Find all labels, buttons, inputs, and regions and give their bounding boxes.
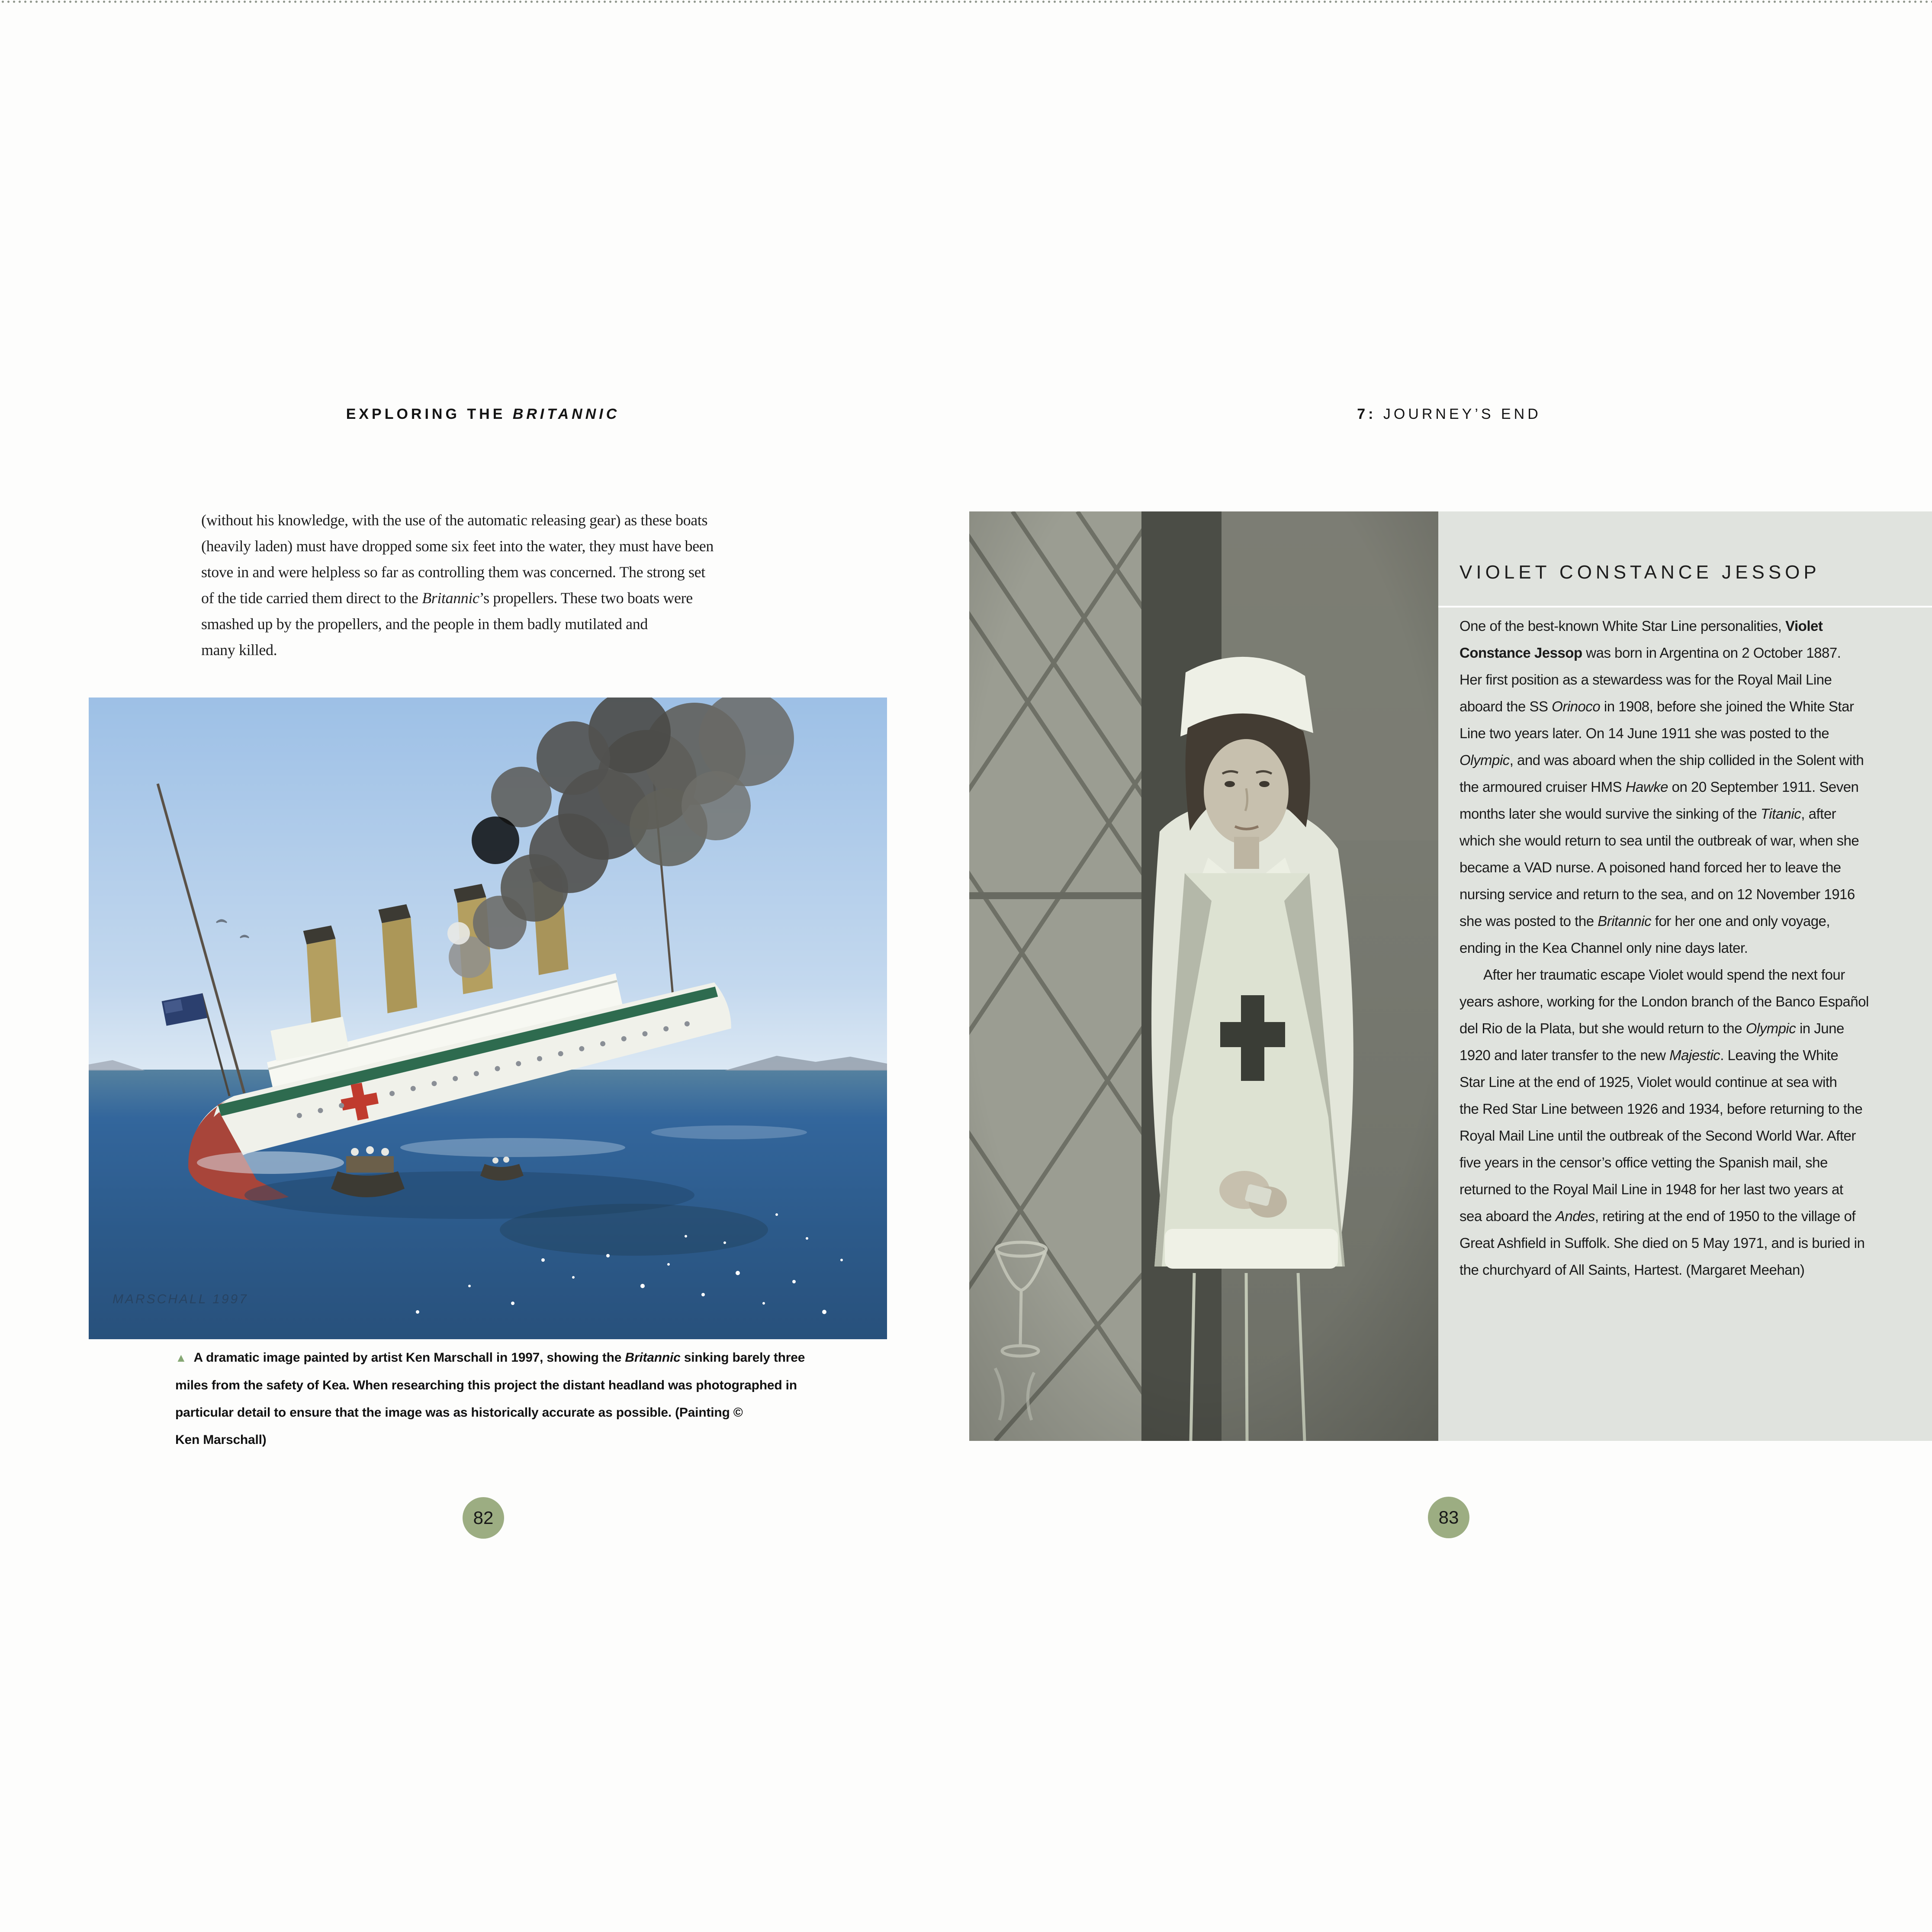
left-page-body-text: (without his knowledge, with the use of the automatic releasing gear) as these boats (heavily laden) must have dropped some six feet into the water, they must have been stove in and were helpless so far as controlling them was concerned. The strong set of the tide carried them direct to the Britannic’s propellers. These two boats were smashed up by the propellers, and the people in them badly mutilated and many killed. xyxy=(201,511,714,659)
dotted-rule xyxy=(0,0,1932,3)
page-number-left-value: 82 xyxy=(473,1508,494,1528)
figure-caption xyxy=(175,1344,850,1453)
sidebar-violet-jessop xyxy=(1438,511,1932,1441)
page-number-right xyxy=(1428,1497,1469,1538)
sidebar-divider xyxy=(1438,606,1932,608)
chapter-number: 7: xyxy=(1357,406,1376,422)
sidebar-paragraph-2: After her traumatic escape Violet would spend the next four years ashore, working for the London branch of the Banco Español del Rio de la Plata, but she would return to the Olympic in June 1920 and later transfer to the new Majestic. Leaving the White Star Line at the end of 1925, Violet would continue at sea with the Red Star Line between 1926 and 1934, before returning to the Royal Mail Line until the outbreak of the Second World War. After five years in the censor’s office vetting the Spanish mail, she returned to the Royal Mail Line in 1948 for her last two years at sea aboard the Andes, retiring at the end of 1950 to the village of Great Ashfield in Suffolk. She died on 5 May 1971, and is buried in the churchyard of All Saints, Hartest. (Margaret Meehan) xyxy=(1459,967,1869,1278)
britannic-painting-svg xyxy=(89,698,887,1339)
photo-vignette xyxy=(969,511,1438,1441)
sidebar-body xyxy=(1459,613,1922,1283)
running-head-left-text: EXPLORING THE xyxy=(346,406,513,422)
violet-jessop-photo xyxy=(969,511,1438,1441)
caption-text: A dramatic image painted by artist Ken Marschall in 1997, showing the Britannic sinking barely three miles from the safety of Kea. When researching this project the distant headland was photographed in particular detail to ensure that the image was as historically accurate as possible. (Painting © Ken Marschall) xyxy=(175,1350,805,1447)
britannic-painting xyxy=(89,698,887,1339)
violet-jessop-photo-svg xyxy=(969,511,1438,1441)
running-head-right xyxy=(966,405,1932,423)
page-number-right-value: 83 xyxy=(1438,1507,1459,1527)
page-number-left xyxy=(463,1497,504,1539)
sidebar-title: VIOLET CONSTANCE JESSOP xyxy=(1459,562,1820,583)
running-head-left-italic: BRITANNIC xyxy=(512,406,620,422)
caption-triangle-icon: ▲ xyxy=(175,1351,187,1364)
painting-signature: MARSCHALL 1997 xyxy=(113,1292,248,1306)
running-head-left xyxy=(0,405,966,423)
sidebar-paragraph-1: One of the best-known White Star Line personalities, Violet Constance Jessop was born in Argentina on 2 October 1887. Her first position as a stewardess was for the Royal Mail Line aboard the SS Orinoco in 1908, before she joined the White Star Line two years later. On 14 June 1911 she was posted to the Olympic, and was aboard when the ship collided in the Solent with the armoured cruiser HMS Hawke on 20 September 1911. Seven months later she would survive the sinking of the Titanic, after which she would return to sea until the outbreak of war, when she became a VAD nurse. A poisoned hand forced her to leave the nursing service and return to the sea, and on 12 November 1916 she was posted to the Britannic for her one and only voyage, ending in the Kea Channel only nine days later. xyxy=(1459,618,1864,956)
chapter-title: JOURNEY’S END xyxy=(1376,406,1541,422)
